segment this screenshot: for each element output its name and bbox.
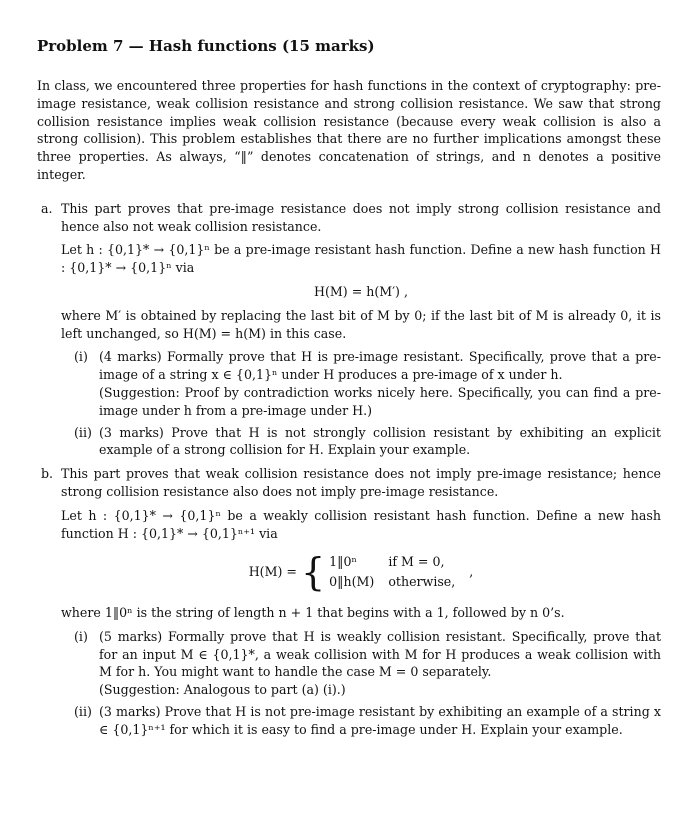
part-a <box>37 200 661 459</box>
part-b-sub-i-hint: (Suggestion: Analogous to part (a) (i).) <box>99 682 346 698</box>
piecewise-cases <box>329 552 469 592</box>
part-b-sub-ii <box>61 703 661 739</box>
part-b-sub-ii-text: (3 marks) Prove that H is not pre-image resistant by exhibiting an example of a string x ∈ {0,1}ⁿ⁺¹ for which it is easy to find a pre-image under H. Explain your example. <box>99 703 661 737</box>
case-2-condition: otherwise, <box>388 574 456 590</box>
part-a-sub-i <box>61 348 661 419</box>
piecewise-lhs: H(M) = <box>248 564 297 580</box>
part-b-sub-i-label: (i) <box>74 628 88 644</box>
part-a-define: Let h : {0,1}* → {0,1}ⁿ be a pre-image resistant hash function. Define a new hash function H : {0,1}* → {0,1}ⁿ via <box>61 242 661 276</box>
part-a-sub-i-label: (i) <box>74 349 88 365</box>
piecewise-brace: { <box>300 550 326 595</box>
part-b-label: b. <box>41 466 54 482</box>
part-b-sub-i <box>61 628 661 699</box>
part-b-sub-i-text: (5 marks) Formally prove that H is weakly collision resistant. Specifically, prove that for an input M ∈ {0,1}*, a weak collision with M for H produces a weak collision with M for h. You might want to handle the case M = 0 separately. <box>99 628 661 680</box>
part-b-define: Let h : {0,1}* → {0,1}ⁿ be a weakly collision resistant hash function. Define a new hash function H : {0,1}* → {0,1}ⁿ⁺¹ via <box>61 507 661 541</box>
case-1-value: 1‖0ⁿ <box>329 554 357 570</box>
part-a-sub-i-text: (4 marks) Formally prove that H is pre-image resistant. Specifically, prove that a pre-image of a string x ∈ {0,1}ⁿ under H produces a pre-image of x under h. <box>99 349 661 383</box>
part-a-label: a. <box>41 200 53 216</box>
case-1-condition: if M = 0, <box>388 554 445 570</box>
problem-title: Problem 7 — Hash functions (15 marks) <box>37 37 375 55</box>
part-b-sub-ii-label: (ii) <box>74 703 92 719</box>
intro-paragraph: In class, we encountered three properties for hash functions in the context of cryptography: pre-image resistance, weak collision resistance and strong collision resistance. We saw that strong collision resistance implies weak collision resistance (because every weak collision is also a strong collision). This problem establishes that there are no further implications amongst these three properties. As always, “‖” denotes concatenation of strings, and n denotes a positive integer. <box>37 78 661 182</box>
piecewise-comma: , <box>469 564 474 580</box>
part-b-lead: This part proves that weak collision resistance does not imply pre-image resistance; hence strong collision resistance also does not imply pre-image resistance. <box>61 466 661 499</box>
part-a-sub-i-hint: (Suggestion: Proof by contradiction works nicely here. Specifically, you can find a pre-image under h from a pre-image under H.) <box>99 384 661 418</box>
problem-page <box>37 36 661 745</box>
case-2-value: 0‖h(M) <box>329 574 375 590</box>
part-a-equation: H(M) = h(M′) , <box>314 283 408 299</box>
part-a-sub-ii-text: (3 marks) Prove that H is not strongly collision resistant by exhibiting an explicit example of a strong collision for H. Explain your example. <box>99 424 661 458</box>
part-b-after: where 1‖0ⁿ is the string of length n + 1 that begins with a 1, followed by n 0’s. <box>61 604 565 620</box>
part-b <box>37 465 661 738</box>
part-a-sub-ii-label: (ii) <box>74 424 92 440</box>
part-b-piecewise <box>61 550 661 595</box>
part-a-lead: This part proves that pre-image resistance does not imply strong collision resistance and hence also not weak collision resistance. <box>61 200 661 234</box>
part-a-after: where M′ is obtained by replacing the last bit of M by 0; if the last bit of M is already 0, it is left unchanged, so H(M) = h(M) in this case. <box>61 307 661 341</box>
part-a-sub-ii <box>61 424 661 460</box>
